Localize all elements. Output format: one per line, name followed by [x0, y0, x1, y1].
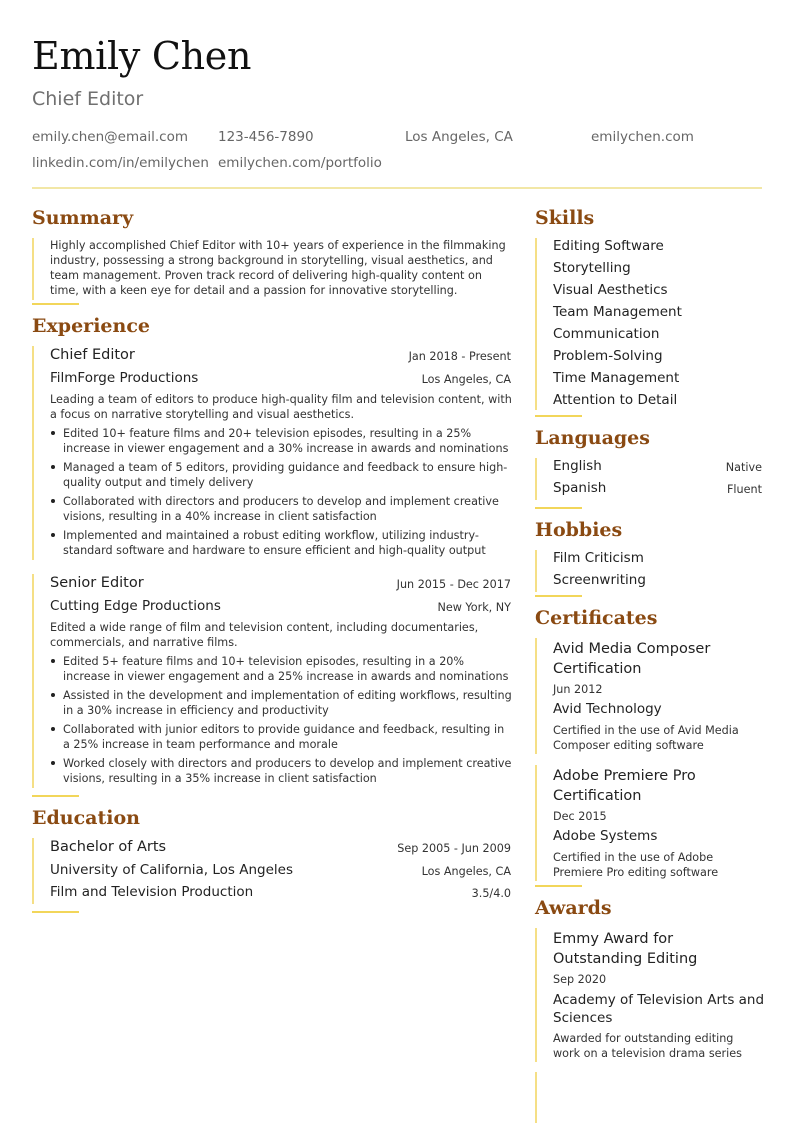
language-level: Native — [725, 461, 762, 474]
skills-underline — [535, 415, 582, 417]
certificate-issuer: Avid Technology — [553, 701, 662, 717]
certificate-date: Jun 2012 — [553, 683, 603, 696]
job-bar — [32, 574, 34, 788]
experience-heading: Experience — [32, 315, 150, 337]
job-company: Cutting Edge Productions — [50, 598, 221, 614]
summary-text: Highly accomplished Chief Editor with 10+ years of experience in the filmmaking industry, possessing a strong background in storytelling, visual aesthetics, and team management. Proven track record of delivering high-quality content on time, with a keen eye for detail and a passion for innovative storytelling. — [50, 239, 506, 297]
award-name: Emmy Award for Outstanding Editing — [553, 931, 698, 967]
continuation-bar — [535, 1072, 537, 1123]
job-bullets — [50, 426, 512, 562]
certificate-name: Adobe Premiere Pro Certification — [553, 768, 696, 804]
job-bullet: Assisted in the development and implementation of editing workflows, resulting in a 30% increase in efficiency and productivity — [50, 688, 512, 718]
job-location: Los Angeles, CA — [421, 373, 511, 386]
job-bullet: Managed a team of 5 editors, providing guidance and feedback to ensure high-quality output and timely delivery — [50, 460, 512, 490]
contact-website[interactable]: emilychen.com — [591, 129, 694, 145]
certificate-bar — [535, 638, 537, 754]
skill-item: Problem-Solving — [553, 348, 663, 364]
education-location: Los Angeles, CA — [421, 865, 511, 878]
award-date: Sep 2020 — [553, 973, 607, 986]
hobbies-heading: Hobbies — [535, 519, 623, 541]
job-bar — [32, 346, 34, 560]
summary-underline — [32, 303, 79, 305]
skill-item: Communication — [553, 326, 660, 342]
education-field: Film and Television Production — [50, 884, 254, 900]
job-description: Leading a team of editors to produce high-quality film and television content, with a focus on narrative storytelling and visual aesthetics. — [50, 393, 512, 421]
contact-phone[interactable]: 123-456-7890 — [218, 129, 314, 145]
award-description: Awarded for outstanding editing work on a television drama series — [553, 1032, 742, 1060]
job-bullet: Edited 5+ feature films and 10+ television episodes, resulting in a 20% increase in viewer engagement and a 25% increase in awards and nominations — [50, 654, 512, 684]
certificate-name: Avid Media Composer Certification — [553, 641, 711, 677]
certificate-bar — [535, 765, 537, 881]
job-location: New York, NY — [437, 601, 511, 614]
contact-email[interactable]: emily.chen@email.com — [32, 129, 189, 145]
certificates-heading: Certificates — [535, 607, 658, 629]
job-role: Senior Editor — [50, 575, 144, 591]
job-dates: Jun 2015 - Dec 2017 — [396, 578, 511, 591]
candidate-title: Chief Editor — [32, 88, 144, 110]
education-underline — [32, 911, 79, 913]
header-divider — [32, 187, 762, 189]
job-bullet: Collaborated with directors and producers to develop and implement creative visions, resulting in a 40% increase in client satisfaction — [50, 494, 512, 524]
award-issuer: Academy of Television Arts and Sciences — [553, 992, 765, 1026]
award-bar — [535, 928, 537, 1062]
job-role: Chief Editor — [50, 347, 135, 363]
certificate-issuer: Adobe Systems — [553, 828, 658, 844]
job-bullet: Implemented and maintained a robust editing workflow, utilizing industry-standard software and hardware to ensure efficient and high-quality output — [50, 528, 512, 558]
education-dates: Sep 2005 - Jun 2009 — [397, 842, 511, 855]
job-description: Edited a wide range of film and television content, including documentaries, commercials, and narrative films. — [50, 621, 479, 649]
skills-bar — [535, 238, 537, 410]
experience-underline — [32, 795, 79, 797]
job-bullet: Edited 10+ feature films and 20+ television episodes, resulting in a 25% increase in viewer engagement and a 30% increase in awards and nominations — [50, 426, 512, 456]
hobbies-bar — [535, 550, 537, 592]
certificates-underline — [535, 885, 582, 887]
summary-heading: Summary — [32, 207, 134, 229]
certificate-description: Certified in the use of Avid Media Composer editing software — [553, 724, 739, 752]
skill-item: Team Management — [553, 304, 682, 320]
hobby-item: Screenwriting — [553, 572, 646, 588]
education-heading: Education — [32, 807, 140, 829]
language-level: Fluent — [727, 483, 762, 496]
education-gpa: 3.5/4.0 — [471, 887, 511, 900]
contact-linkedin[interactable]: linkedin.com/in/emilychen — [32, 155, 209, 171]
job-company: FilmForge Productions — [50, 370, 199, 386]
skill-item: Editing Software — [553, 238, 664, 254]
candidate-name: Emily Chen — [32, 34, 252, 78]
job-dates: Jan 2018 - Present — [408, 350, 511, 363]
contact-location: Los Angeles, CA — [405, 129, 513, 145]
contact-portfolio[interactable]: emilychen.com/portfolio — [218, 155, 382, 171]
education-bar — [32, 838, 34, 904]
education-school: University of California, Los Angeles — [50, 862, 294, 878]
job-bullet: Collaborated with junior editors to provide guidance and feedback, resulting in a 25% increase in team performance and morale — [50, 722, 512, 752]
awards-heading: Awards — [535, 897, 612, 919]
skill-item: Time Management — [553, 370, 680, 386]
job-bullet: Worked closely with directors and producers to develop and implement creative visions, resulting in a 35% increase in client satisfaction — [50, 756, 512, 786]
language-name: English — [553, 458, 602, 474]
education-degree: Bachelor of Arts — [50, 839, 167, 855]
hobbies-underline — [535, 595, 582, 597]
skill-item: Storytelling — [553, 260, 631, 276]
skill-item: Attention to Detail — [553, 392, 678, 408]
certificate-description: Certified in the use of Adobe Premiere Pro editing software — [553, 851, 719, 879]
certificate-date: Dec 2015 — [553, 810, 607, 823]
skills-heading: Skills — [535, 207, 595, 229]
summary-bar — [32, 238, 34, 300]
language-name: Spanish — [553, 480, 607, 496]
languages-heading: Languages — [535, 427, 650, 449]
hobby-item: Film Criticism — [553, 550, 644, 566]
languages-bar — [535, 458, 537, 500]
skill-item: Visual Aesthetics — [553, 282, 668, 298]
languages-underline — [535, 507, 582, 509]
job-bullets — [50, 654, 512, 790]
